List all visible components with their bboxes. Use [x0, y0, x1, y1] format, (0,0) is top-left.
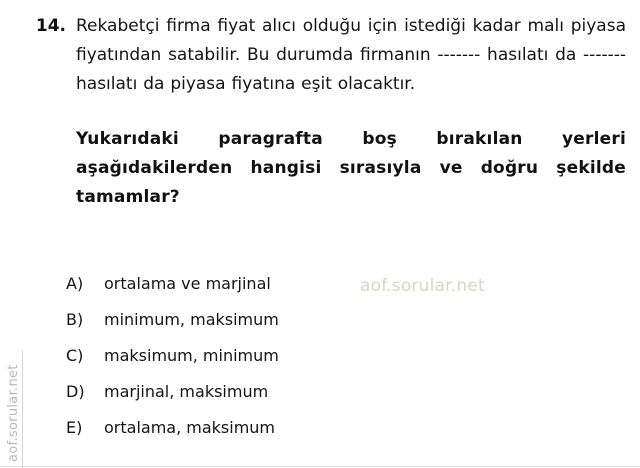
side-watermark: aof.sorular.net	[6, 364, 21, 462]
option-text: marjinal, maksimum	[104, 382, 269, 401]
option-letter: B)	[66, 310, 84, 329]
question-number: 14.	[35, 16, 66, 36]
option-c[interactable]	[66, 342, 586, 369]
question-body	[76, 12, 626, 212]
option-text: ortalama ve marjinal	[104, 274, 271, 293]
option-text: maksimum, minimum	[104, 346, 279, 365]
question-prompt: Yukarıdaki paragrafta boş bırakılan yerleri aşağıdakilerden hangisi sırasıyla ve doğru şekilde tamamlar?	[76, 129, 626, 207]
page-bottom-rule	[0, 466, 640, 467]
question-stem: Rekabetçi firma fiyat alıcı olduğu için istediği kadar malı piyasa fiyatından satabilir. Bu durumda firmanın ------- hasılatı da ------- hasılatı da piyasa fiyatına eşit olacaktır.	[76, 16, 626, 94]
option-text: minimum, maksimum	[104, 310, 279, 329]
option-letter: C)	[66, 346, 84, 365]
option-b[interactable]	[66, 306, 586, 333]
option-d[interactable]	[66, 378, 586, 405]
center-watermark: aof.sorular.net	[360, 276, 485, 296]
option-letter: D)	[66, 382, 85, 401]
option-e[interactable]	[66, 414, 586, 441]
question-block	[22, 12, 626, 212]
option-a[interactable]	[66, 270, 586, 297]
option-letter: A)	[66, 274, 84, 293]
question-row	[22, 12, 626, 212]
option-text: ortalama, maksimum	[104, 418, 276, 437]
option-letter: E)	[66, 418, 83, 437]
options-list	[66, 270, 586, 450]
